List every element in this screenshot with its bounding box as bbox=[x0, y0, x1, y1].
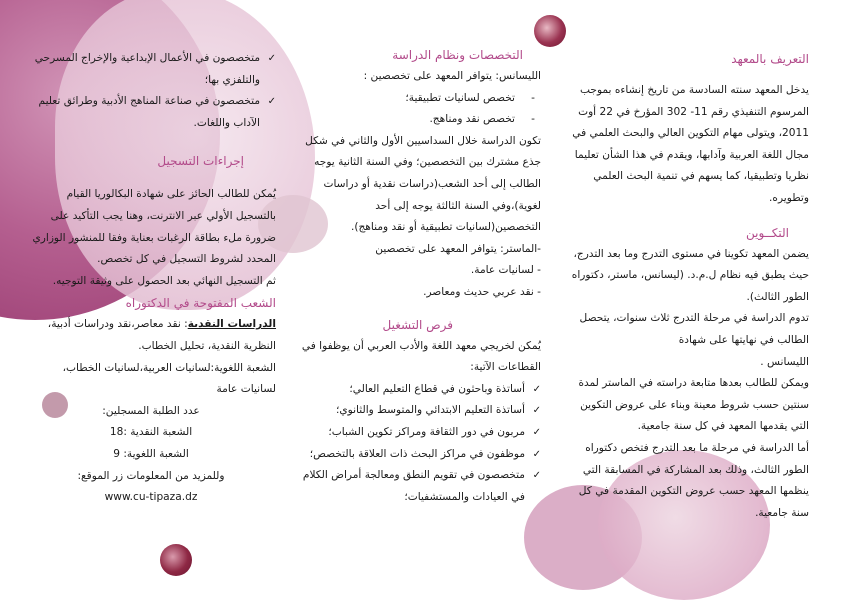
jobs-list bbox=[291, 379, 541, 509]
more-info-text: وللمزيد من المعلومات زر الموقع: bbox=[77, 469, 225, 482]
registration-paragraph-2: ثم التسجيل النهائي بعد الحصول على وثيقة التوجيه. bbox=[52, 274, 276, 287]
heading-doctorate: الشعب المفتوحة في الدكتوراه bbox=[125, 296, 276, 311]
doctorate-critical bbox=[26, 314, 276, 357]
heading-jobs: فرص التشغيل bbox=[382, 317, 453, 332]
column-institute bbox=[561, 44, 809, 524]
registration-paragraph-1: يُمكن للطالب الحائز على شهادة البكالوريا القيام بالتسجيل الأولي عبر الانترنت، وهنا يجب التأكيد على ضرورة ملء بطاقة الرغبات بعناية وفقا للمنشور الوزاري المحدد لشروط التسجيل في كل تخصص. bbox=[32, 188, 276, 266]
master-line: -الماستر: يتوافر المعهد على تخصصين bbox=[375, 242, 541, 255]
heading-registration: إجراءات التسجيل bbox=[157, 154, 244, 169]
column-registration bbox=[26, 48, 276, 509]
doctorate-critical-text: : نقد معاصر،نقد ودراسات أدبية، النظرية النقدية، تحليل الخطاب. bbox=[47, 318, 276, 352]
decor-circle-bottom-left bbox=[160, 544, 192, 576]
students-count-critical: الشعبة النقدية :18 bbox=[109, 426, 193, 439]
heading-institute-intro: التعريف بالمعهد bbox=[731, 52, 809, 66]
training-paragraph-1: يضمن المعهد تكوينا في مستوى التدرج وما بعد التدرج، حيث يطبق فيه نظام ل.م.د. (ليسانس، ماستر، دكتوراه الطور الثالث). bbox=[571, 247, 809, 303]
licence-line: الليسانس: يتوافر المعهد على تخصصين : bbox=[363, 70, 541, 82]
master-item: - نقد عربي حديث ومعاصر. bbox=[423, 285, 541, 298]
decor-circle-top-center bbox=[534, 15, 566, 47]
master-item: - لسانيات عامة. bbox=[470, 264, 541, 277]
study-paragraph: تكون الدراسة خلال السداسيين الأول والثاني في شكل جذع مشترك بين التخصصين؛ وفي السنة الثانية يوجه الطالب إلى أحد الشعب(دراسات نقدية أو دراسات لغوية)،وفي السنة الثالثة يوجه إلى أحد التخصصين(لسانيات تطبيقية أو نقد ومناهج). bbox=[305, 134, 541, 234]
doctorate-critical-label: الدراسات النقدية bbox=[187, 318, 276, 331]
jobs-intro: يُمكن لخريجي معهد اللغة والأدب العربي أن يوظفوا في القطاعات الآتية: bbox=[301, 339, 541, 374]
list-item: - تخصص لسانيات تطبيقية؛ bbox=[405, 91, 535, 104]
top-specialists-list bbox=[26, 48, 276, 134]
check-icon: ✓ bbox=[532, 448, 541, 460]
list-item: ✓ موظفون في مراكز البحث ذات العلاقة بالتخصص؛ bbox=[291, 444, 541, 466]
training-paragraph-2: تدوم الدراسة في مرحلة التدرج ثلاث سنوات، يتحصل الطالب في نهايتها على شهادة bbox=[579, 312, 809, 346]
students-count-linguistics: الشعبة اللغوية: 9 bbox=[113, 447, 189, 460]
training-paragraph-4: ويمكن للطالب بعدها متابعة دراسته في الماستر لمدة سنتين حسب شروط معينة وبناء على عروض التكوين التي يقدمها المعهد في كل سنة جامعية. bbox=[578, 377, 809, 433]
heading-specializations: التخصصات ونظام الدراسة bbox=[392, 48, 523, 62]
list-item: ✓ أساتذة وباحثون في قطاع التعليم العالي؛ bbox=[291, 379, 541, 401]
check-icon: ✓ bbox=[267, 96, 276, 108]
intro-paragraph: يدخل المعهد سنته السادسة من تاريخ إنشاءه بموجب المرسوم التنفيذي رقم 11- 302 المؤرخ في 22 أوت 2011، ويتولى مهام التكوين العالي والبحث العلمي في مجال اللغة العربية وآدابها، ويقدم في هذا الشأن تعليما نظريا وتطبيقيا، كما يسهم في تنمية البحث العلمي وتطويره. bbox=[572, 84, 809, 204]
list-item: ✓ متخصصون في تقويم النطق ومعالجة أمراض الكلام في العيادات والمستشفيات؛ bbox=[291, 465, 541, 508]
list-item: - تخصص نقد ومناهج. bbox=[429, 113, 535, 126]
heading-training: التكــوين bbox=[746, 225, 789, 240]
list-item: ✓ أساتذة التعليم الابتدائي والمتوسط والثانوي؛ bbox=[291, 400, 541, 422]
check-icon: ✓ bbox=[532, 470, 541, 482]
training-paragraph-3: الليسانس . bbox=[760, 355, 809, 368]
website-link[interactable]: www.cu-tipaza.dz bbox=[104, 491, 198, 504]
licence-specialties-list bbox=[291, 88, 541, 131]
check-icon: ✓ bbox=[532, 405, 541, 417]
check-icon: ✓ bbox=[267, 53, 276, 64]
column-specializations bbox=[291, 44, 541, 508]
list-item: ✓ متخصصون في صناعة المناهج الأدبية وطرائق تعليم الآداب واللغات. bbox=[26, 91, 276, 134]
list-item: ✓ مربون في دور الثقافة ومراكز تكوين الشباب؛ bbox=[291, 422, 541, 444]
check-icon: ✓ bbox=[532, 426, 541, 438]
training-paragraph-5: أما الدراسة في مرحلة ما بعد التدرج فتخص دكتوراه الطور الثالث، وذلك بعد المشاركة في المسابقة التي ينظمها المعهد حسب عروض التكوين المقدمة في كل سنة جامعية. bbox=[578, 441, 809, 519]
list-item: ✓ متخصصون في الأعمال الإبداعية والإخراج المسرحي والتلفزي بها؛ bbox=[26, 48, 276, 91]
doctorate-linguistics: الشعبة اللغوية:لسانيات العربية،لسانيات الخطاب، لسانيات عامة bbox=[62, 361, 276, 396]
check-icon: ✓ bbox=[532, 383, 541, 395]
students-count-title: عدد الطلبة المسجلين: bbox=[102, 404, 200, 417]
